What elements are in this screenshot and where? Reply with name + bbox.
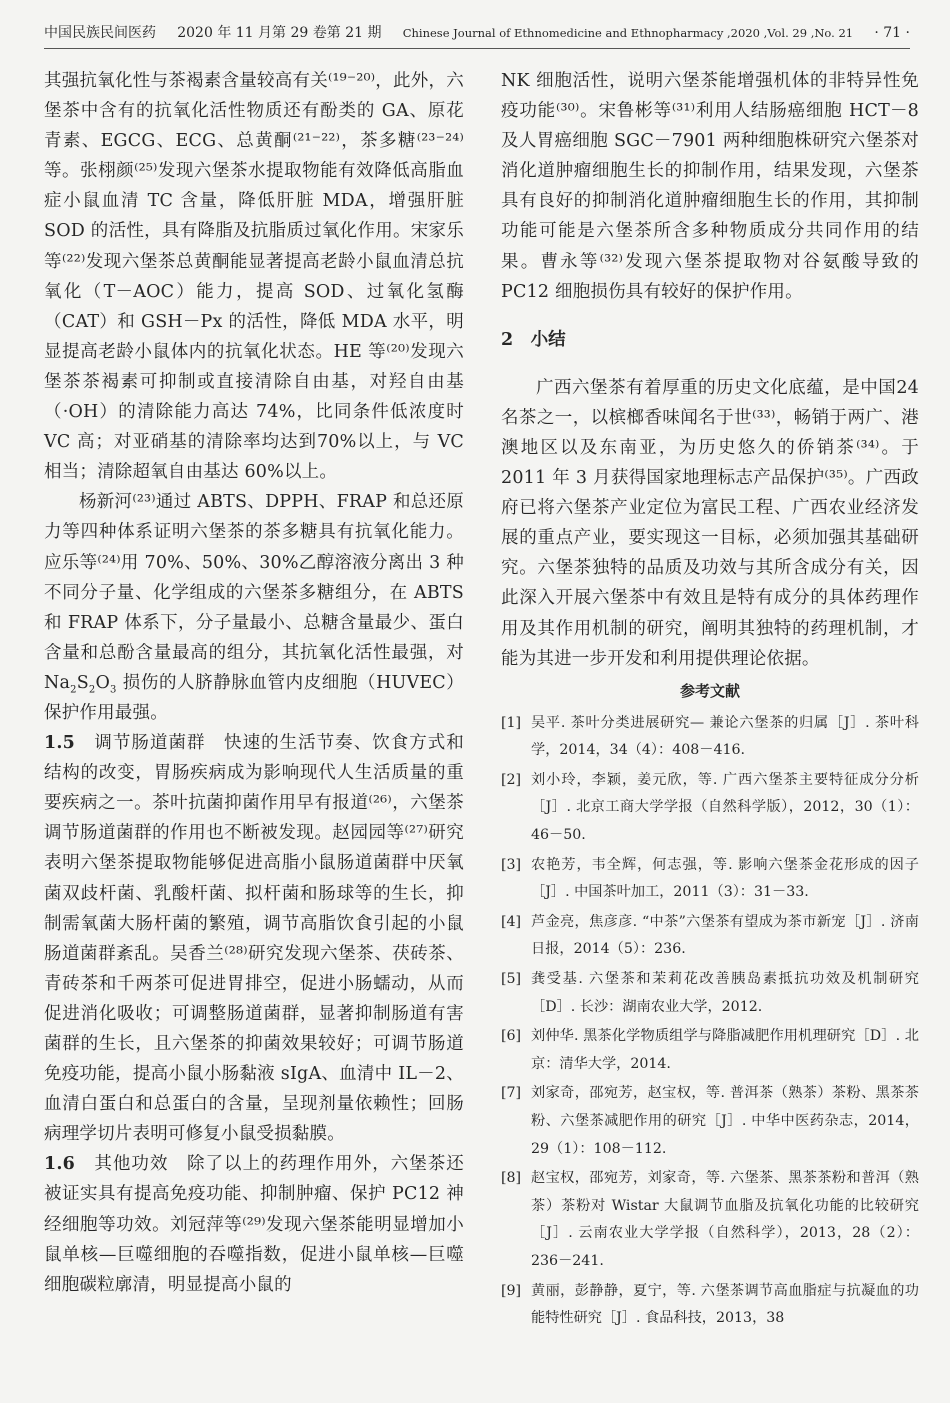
reference-number: [6]	[501, 1028, 522, 1045]
reference-text: 刘家奇，邵宛芳，赵宝权，等. 普洱茶（熟茶）茶粉、黑茶茶粉、六堡茶减肥作用的研究［J］. 中华中医药杂志，2014，29（1）：108－112.	[531, 1085, 919, 1157]
reference-item	[501, 966, 919, 1021]
section-number: 1.6	[44, 1154, 76, 1175]
running-header	[44, 18, 910, 49]
reference-item	[501, 1023, 919, 1078]
section-body: 除了以上的药理作用外，六堡茶还被证实具有提高免疫功能、抑制肿瘤、保护 PC12 神经细胞等功效。刘冠萍等⁽²⁹⁾发现六堡茶能明显增加小鼠单核—巨噬细胞的吞噬指数，促进小鼠单核—巨噬细胞碳粒廓清，明显提高小鼠的	[44, 1154, 465, 1295]
section-body: 快速的生活节奏、饮食方式和结构的改变，胃肠疾病成为影响现代人生活质量的重要疾病之一。茶叶抗菌抑菌作用早有报道⁽²⁶⁾，六堡茶调节肠道菌群的作用也不断被发现。赵园园等⁽²⁷⁾研究表明六堡茶提取物能够促进高脂小鼠肠道菌群中厌氧菌双歧杆菌、乳酸杆菌、拟杆菌和肠球等的生长，抑制需氧菌大肠杆菌的繁殖，调节高脂饮食引起的小鼠肠道菌群紊乱。吴香兰⁽²⁸⁾研究发现六堡茶、茯砖茶、青砖茶和千两茶可促进胃排空，促进小肠蠕动，从而促进消化吸收；可调整肠道菌群，显著抑制肠道有害菌群的生长，且六堡茶的抑菌效果较好；可调节肠道免疫功能，提高小鼠小肠黏液 sIgA、血清中 IL－2、血清白蛋白和总蛋白的含量，呈现剂量依赖性；回肠病理学切片表明可修复小鼠受损黏膜。	[44, 733, 464, 1145]
reference-number: [1]	[501, 714, 522, 731]
reference-number: [3]	[501, 856, 522, 873]
header-issue-cn: 2020 年 11 月第 29 卷第 21 期	[177, 25, 382, 41]
reference-text: 芦金亮，焦彦彦. “中茶”六堡茶有望成为茶市新宠［J］. 济南日报，2014（5）：236.	[531, 913, 919, 958]
reference-text: 刘仲华. 黑茶化学物质组学与降脂减肥作用机理研究［D］. 北京：清华大学，2014.	[531, 1028, 919, 1072]
reference-number: [9]	[501, 1282, 522, 1299]
paragraph-immune: NK 细胞活性，说明六堡茶能增强机体的非特异性免疫功能⁽³⁰⁾。宋鲁彬等⁽³¹⁾利用人结肠癌细胞 HCT－8 及人胃癌细胞 SGC－7901 两种细胞株研究六堡茶对消化道肿瘤细胞生长的抑制作用，结果发现，六堡茶具有良好的抑制消化道肿瘤细胞生长的作用，其抑制功能可能是六堡茶所含多种物质成分共同作用的结果。曹永等⁽³²⁾发现六堡茶提取物对谷氨酸导致的 PC12 细胞损伤具有较好的保护作用。	[501, 71, 919, 302]
section-heading: 其他功效	[94, 1154, 169, 1175]
reference-item	[501, 710, 919, 765]
reference-text: 刘小玲，李颖，姜元欣，等. 广西六堡茶主要特征成分分析［J］. 北京工商大学学报（自然科学版），2012，30（1）：46－50.	[531, 771, 919, 844]
section-1-6	[44, 1149, 464, 1299]
paragraph-polysaccharide: 杨新河⁽²³⁾通过 ABTS、DPPH、FRAP 和总还原力等四种体系证明六堡茶的茶多糖具有抗氧化能力。应乐等⁽²⁴⁾用 70%、50%、30%乙醇溶液分离出 3 种不同分子量、化学组成的六堡茶多糖组分，在 ABTS 和 FRAP 体系下，分子量最小、总糖含量最少、蛋白含量和总酚含量最高的组分，其抗氧化活性最强，对 $Na_2S_2O_3$ 损伤的人脐静脉血管内皮细胞（HUVEC）保护作用最强。	[44, 492, 464, 723]
paragraph-summary: 广西六堡茶有着厚重的历史文化底蕴，是中国24 名茶之一，以槟榔香味闻名于世⁽³³⁾，畅销于两广、港澳地区以及东南亚，为历史悠久的侨销茶⁽³⁴⁾。于2011 年 3 月获得国家地理标志产品保护⁽³⁵⁾。广西政府已将六堡茶产业定位为富民工程、广西农业经济发展的重点产业，要实现这一目标，必须加强其基础研究。六堡茶独特的品质及功效与其所含成分有关，因此深入开展六堡茶中有效且是特有成分的具体药理作用及其作用机制的研究，阐明其独特的药理机制，才能为其进一步开发和利用提供理论依据。	[501, 377, 919, 669]
reference-text: 龚受基. 六堡茶和茉莉花改善胰岛素抵抗功效及机制研究［D］. 长沙：湖南农业大学，2012.	[531, 971, 919, 1015]
header-journal-cn: 中国民族民间医药	[44, 25, 156, 41]
reference-text: 黄丽，彭静静，夏宁，等. 六堡茶调节高血脂症与抗凝血的功能特性研究［J］. 食品科技，2013，38	[531, 1282, 919, 1327]
references-title: 参考文献	[679, 681, 740, 700]
reference-item	[501, 852, 919, 907]
paragraph-antioxidant: 其强抗氧化性与茶褐素含量较高有关⁽¹⁹⁻²⁰⁾，此外，六堡茶中含有的抗氧化活性物质还有酚类的 GA、原花青素、EGCG、ECG、总黄酮⁽²¹⁻²²⁾，茶多糖⁽²³⁻²⁴⁾等。张栩颜⁽²⁵⁾发现六堡茶水提取物能有效降低高脂血症小鼠血清 TC 含量，降低肝脏 MDA，增强肝脏 SOD 的活性，具有降脂及抗脂质过氧化作用。宋家乐等⁽²²⁾发现六堡茶总黄酮能显著提高老龄小鼠血清总抗氧化（T－AOC）能力，提高 SOD、过氧化氢酶（CAT）和 GSH－Px 的活性，降低 MDA 水平，明显提高老龄小鼠体内的抗氧化状态。HE 等⁽²⁰⁾发现六堡茶茶褐素可抑制或直接清除自由基，对羟自由基（·OH）的清除能力高达 74%，比同条件低浓度时 VC 高；对亚硝基的清除率均达到70%以上，与 VC 相当；清除超氧自由基达 60%以上。	[44, 71, 464, 483]
section-2-heading: 2 小结	[501, 329, 566, 350]
page-number: · 71 ·	[874, 25, 910, 41]
reference-text: 赵宝权，邵宛芳，刘家奇，等. 六堡茶、黑茶茶粉和普洱（熟茶）茶粉对 Wistar 大鼠调节血脂及抗氧化功能的比较研究［J］. 云南农业大学学报（自然科学），2013，28（2）：236－241.	[531, 1170, 919, 1269]
reference-item	[501, 909, 919, 964]
reference-number: [7]	[501, 1085, 522, 1102]
header-journal-en: Chinese Journal of Ethnomedicine and Ethnopharmacy ,2020 ,Vol. 29 ,No. 21	[402, 26, 854, 40]
section-1-5	[44, 728, 464, 1149]
reference-item	[501, 1080, 919, 1163]
section-number: 1.5	[44, 733, 76, 754]
right-column	[501, 66, 919, 1335]
reference-number: [8]	[501, 1170, 522, 1187]
reference-text: 吴平. 茶叶分类进展研究— 兼论六堡茶的归属［J］. 茶叶科学，2014，34（4）：408－416.	[531, 714, 919, 759]
reference-number: [4]	[501, 913, 522, 930]
reference-text: 农艳芳，韦全辉，何志强，等. 影响六堡茶金花形成的因子［J］. 中国茶叶加工，2011（3）：31－33.	[531, 856, 919, 901]
section-heading: 调节肠道菌群	[94, 733, 206, 754]
reference-number: [5]	[501, 971, 522, 988]
reference-list	[501, 710, 919, 1333]
reference-item	[501, 1165, 919, 1275]
reference-item	[501, 767, 919, 850]
reference-number: [2]	[501, 771, 522, 788]
left-column	[44, 66, 464, 1300]
reference-item	[501, 1278, 919, 1333]
